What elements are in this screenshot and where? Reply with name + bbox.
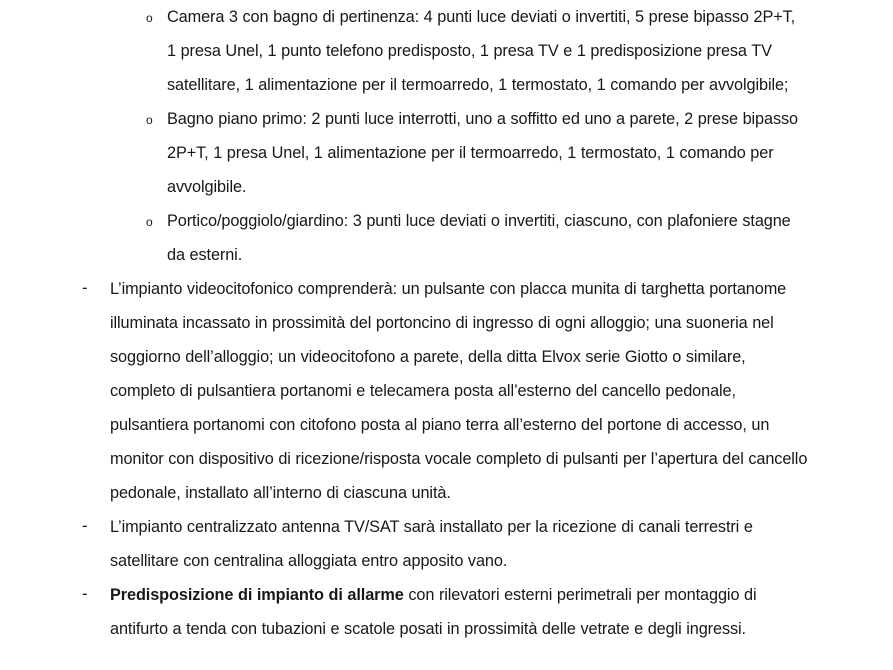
circle-bullet-icon: o [146,113,153,127]
dash-bullet-icon: - [82,585,88,603]
list-item-text: Portico/poggiolo/giardino: 3 punti luce deviati o invertiti, ciascuno, con plafoniere stagne da esterni. [167,212,791,264]
list-item-bold-lead: Predisposizione di impianto di allarme [110,586,404,604]
circle-bullet-icon: o [146,215,153,229]
list-item-impianto-allarme [0,578,893,646]
list-item-text: Bagno piano primo: 2 punti luce interrotti, uno a soffitto ed uno a parete, 2 prese bipasso 2P+T, 1 presa Unel, 1 alimentazione per il termoarredo, 1 termostato, 1 comando per avvolgibile. [167,110,798,196]
list-item-bagno-piano-primo [0,102,893,204]
list-item-impianto-antenna-tv-sat [0,510,893,578]
list-item-portico-poggiolo-giardino [0,204,893,272]
dash-bullet-icon: - [82,279,88,297]
list-item-text [110,578,808,646]
list-item-text: L’impianto videocitofonico comprenderà: un pulsante con placca munita di targhetta portanome illuminata incassato in prossimità del portoncino di ingresso di ogni alloggio; una suoneria nel soggiorno dell’alloggio; un videocitofono a parete, della ditta Elvox serie Giotto o similare, completo di pulsantiera portanomi e telecamera posta all’esterno del cancello pedonale, pulsantiera portanomi con citofono posta al piano terra all’esterno del portone di accesso, un monitor con dispositivo di ricezione/risposta vocale completo di pulsanti per l’apertura del cancello pedonale, installato all’interno di ciascuna unità. [110,280,808,502]
circle-bullet-icon: o [146,11,153,25]
list-item-impianto-videocitofonico [0,272,893,510]
list-item-text: Camera 3 con bagno di pertinenza: 4 punti luce deviati o invertiti, 5 prese bipasso 2P+T, 1 presa Unel, 1 punto telefono predisposto, 1 presa TV e 1 predisposizione presa TV satellitare, 1 alimentazione per il termoarredo, 1 termostato, 1 comando per avvolgibile; [167,8,796,94]
list-item-text: L’impianto centralizzato antenna TV/SAT sarà installato per la ricezione di canali terrestri e satellitare con centralina alloggiata entro apposito vano. [110,518,753,570]
list-item-text-rest: con rilevatori esterni perimetrali per montaggio di antifurto a tenda con tubazioni e scatole posati in prossimità delle vetrate e degli ingressi. [110,586,757,638]
list-item-camera-3 [0,0,893,102]
dash-bullet-icon: - [82,517,88,535]
